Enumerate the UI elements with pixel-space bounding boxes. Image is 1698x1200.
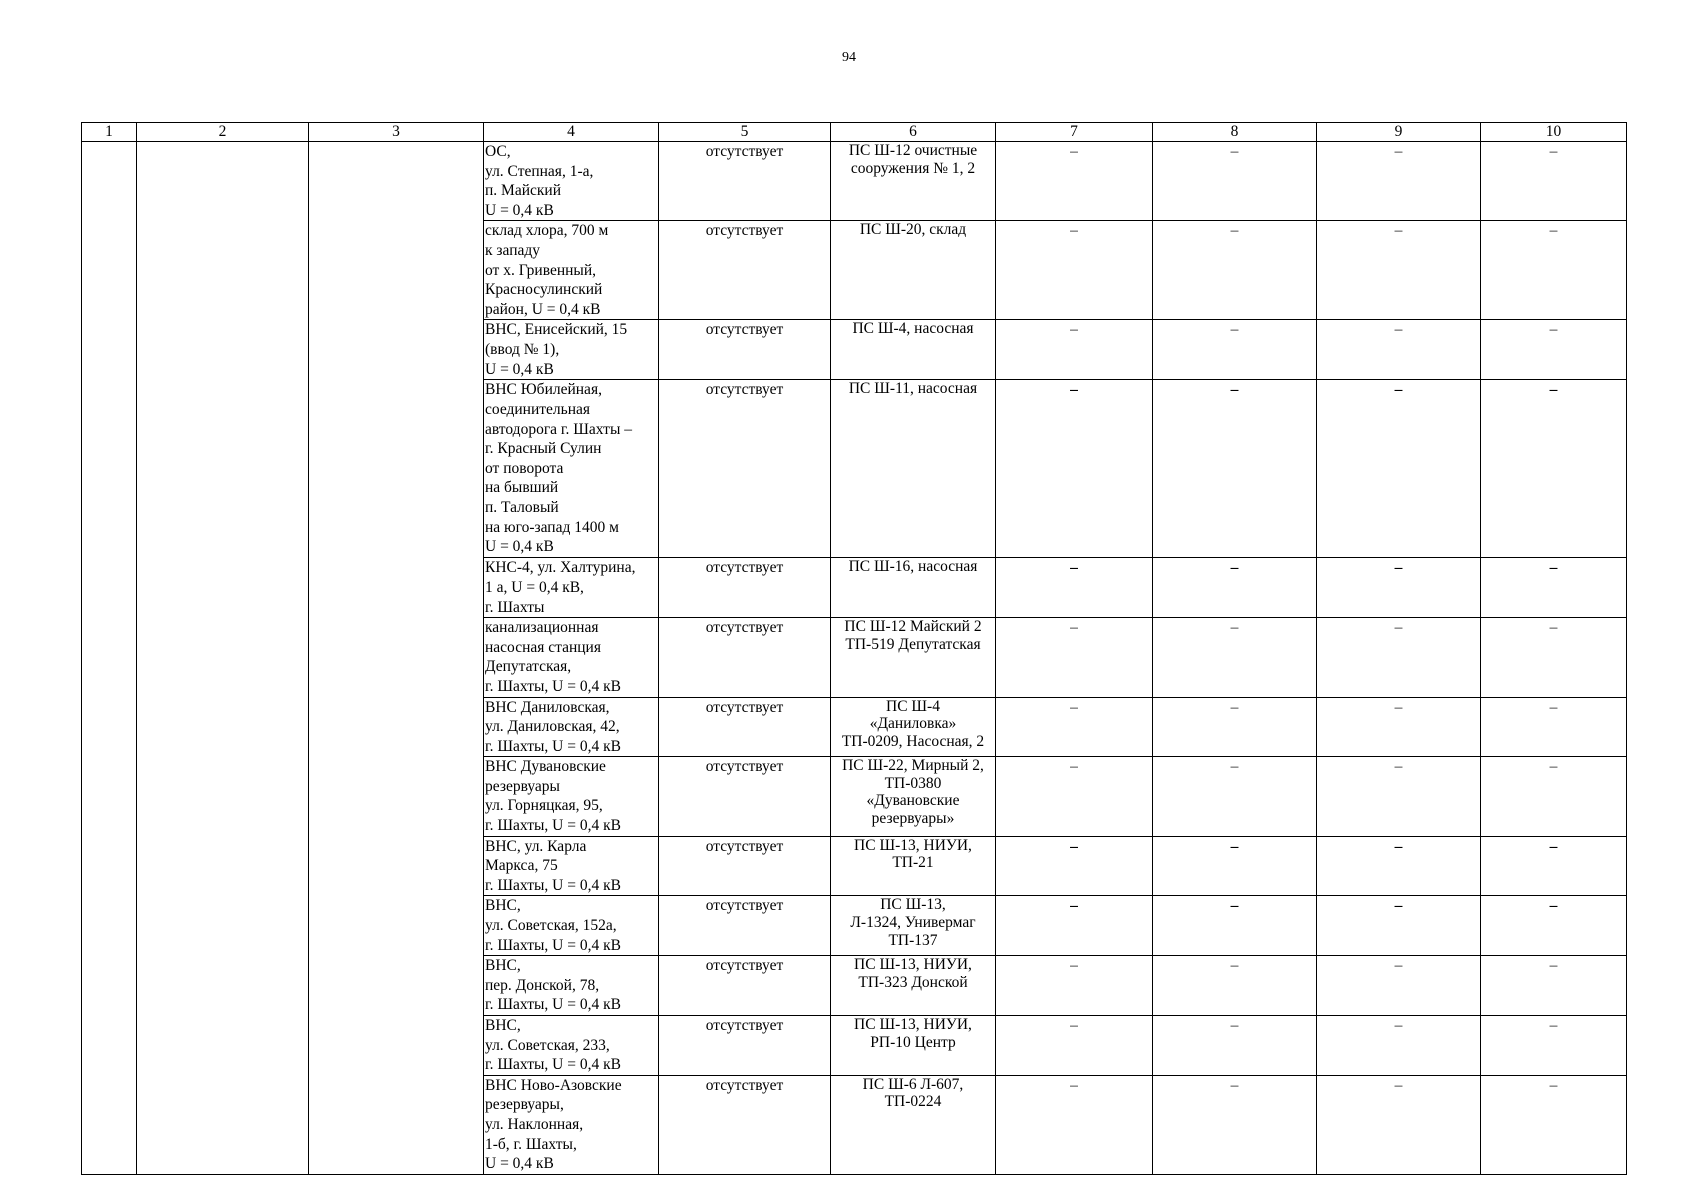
dash-cell-col-7: – — [996, 956, 1153, 1016]
header-cell-5: 5 — [659, 123, 831, 142]
dash-cell-col-8: – — [1153, 618, 1317, 697]
object-cell: ВНС Дувановские резервуары ул. Горняцкая, 95, г. Шахты, U = 0,4 кВ — [484, 757, 659, 836]
dash-cell-col-7: – — [996, 896, 1153, 956]
dash-cell-col-7: – — [996, 697, 1153, 757]
status-cell: отсутствует — [659, 757, 831, 836]
header-cell-7: 7 — [996, 123, 1153, 142]
status-cell: отсутствует — [659, 896, 831, 956]
dash-cell-col-10: – — [1481, 558, 1627, 618]
status-cell: отсутствует — [659, 1016, 831, 1076]
dash-cell-col-9: – — [1317, 956, 1481, 1016]
object-cell: ВНС, ул. Советская, 152а, г. Шахты, U = 0,4 кВ — [484, 896, 659, 956]
dash-cell-col-9: – — [1317, 1016, 1481, 1076]
dash-cell-col-10: – — [1481, 896, 1627, 956]
empty-cell-col-1 — [82, 142, 137, 1175]
dash-cell-col-9: – — [1317, 618, 1481, 697]
substation-cell: ПС Ш-20, склад — [831, 221, 996, 320]
status-cell: отсутствует — [659, 836, 831, 896]
dash-cell-col-8: – — [1153, 380, 1317, 558]
dash-cell-col-8: – — [1153, 697, 1317, 757]
object-cell: ВНС, пер. Донской, 78, г. Шахты, U = 0,4 кВ — [484, 956, 659, 1016]
object-cell: ОС, ул. Степная, 1-а, п. Майский U = 0,4 кВ — [484, 142, 659, 221]
status-cell: отсутствует — [659, 618, 831, 697]
status-cell: отсутствует — [659, 697, 831, 757]
substation-cell: ПС Ш-13, Л-1324, Универмаг ТП-137 — [831, 896, 996, 956]
header-cell-4: 4 — [484, 123, 659, 142]
empty-cell-col-2 — [137, 142, 309, 1175]
dash-cell-col-7: – — [996, 1016, 1153, 1076]
substation-cell: ПС Ш-4, насосная — [831, 320, 996, 380]
dash-cell-col-9: – — [1317, 558, 1481, 618]
status-cell: отсутствует — [659, 558, 831, 618]
data-table — [81, 122, 1627, 1175]
dash-cell-col-10: – — [1481, 1075, 1627, 1174]
dash-cell-col-9: – — [1317, 380, 1481, 558]
dash-cell-col-10: – — [1481, 1016, 1627, 1076]
status-cell: отсутствует — [659, 320, 831, 380]
substation-cell: ПС Ш-4 «Даниловка» ТП-0209, Насосная, 2 — [831, 697, 996, 757]
substation-cell: ПС Ш-22, Мирный 2, ТП-0380 «Дувановские резервуары» — [831, 757, 996, 836]
status-cell: отсутствует — [659, 142, 831, 221]
status-cell: отсутствует — [659, 956, 831, 1016]
dash-cell-col-8: – — [1153, 896, 1317, 956]
dash-cell-col-9: – — [1317, 757, 1481, 836]
header-cell-8: 8 — [1153, 123, 1317, 142]
header-cell-2: 2 — [137, 123, 309, 142]
object-cell: ВНС, ул. Советская, 233, г. Шахты, U = 0,4 кВ — [484, 1016, 659, 1076]
dash-cell-col-10: – — [1481, 142, 1627, 221]
dash-cell-col-7: – — [996, 618, 1153, 697]
header-cell-6: 6 — [831, 123, 996, 142]
dash-cell-col-7: – — [996, 757, 1153, 836]
dash-cell-col-10: – — [1481, 956, 1627, 1016]
substation-cell: ПС Ш-11, насосная — [831, 380, 996, 558]
dash-cell-col-8: – — [1153, 558, 1317, 618]
substation-cell: ПС Ш-13, НИУИ, ТП-21 — [831, 836, 996, 896]
dash-cell-col-9: – — [1317, 1075, 1481, 1174]
dash-cell-col-10: – — [1481, 380, 1627, 558]
status-cell: отсутствует — [659, 221, 831, 320]
dash-cell-col-7: – — [996, 836, 1153, 896]
dash-cell-col-7: – — [996, 142, 1153, 221]
dash-cell-col-9: – — [1317, 320, 1481, 380]
header-cell-9: 9 — [1317, 123, 1481, 142]
object-cell: ВНС Даниловская, ул. Даниловская, 42, г. Шахты, U = 0,4 кВ — [484, 697, 659, 757]
dash-cell-col-8: – — [1153, 1075, 1317, 1174]
object-cell: ВНС Ново-Азовские резервуары, ул. Наклонная, 1-б, г. Шахты, U = 0,4 кВ — [484, 1075, 659, 1174]
dash-cell-col-8: – — [1153, 142, 1317, 221]
dash-cell-col-8: – — [1153, 836, 1317, 896]
header-cell-10: 10 — [1481, 123, 1627, 142]
dash-cell-col-10: – — [1481, 836, 1627, 896]
header-cell-1: 1 — [82, 123, 137, 142]
dash-cell-col-10: – — [1481, 221, 1627, 320]
dash-cell-col-8: – — [1153, 1016, 1317, 1076]
dash-cell-col-8: – — [1153, 320, 1317, 380]
header-row — [82, 123, 1627, 142]
dash-cell-col-8: – — [1153, 956, 1317, 1016]
substation-cell: ПС Ш-13, НИУИ, РП-10 Центр — [831, 1016, 996, 1076]
dash-cell-col-7: – — [996, 380, 1153, 558]
substation-cell: ПС Ш-13, НИУИ, ТП-323 Донской — [831, 956, 996, 1016]
dash-cell-col-7: – — [996, 1075, 1153, 1174]
status-cell: отсутствует — [659, 380, 831, 558]
status-cell: отсутствует — [659, 1075, 831, 1174]
table-body — [82, 142, 1627, 1175]
header-cell-3: 3 — [309, 123, 484, 142]
dash-cell-col-10: – — [1481, 618, 1627, 697]
substation-cell: ПС Ш-12 очистные сооружения № 1, 2 — [831, 142, 996, 221]
dash-cell-col-9: – — [1317, 836, 1481, 896]
substation-cell: ПС Ш-6 Л-607, ТП-0224 — [831, 1075, 996, 1174]
object-cell: склад хлора, 700 м к западу от х. Гривенный, Красносулинский район, U = 0,4 кВ — [484, 221, 659, 320]
page-number: 94 — [842, 50, 856, 65]
substation-cell: ПС Ш-16, насосная — [831, 558, 996, 618]
dash-cell-col-10: – — [1481, 697, 1627, 757]
object-cell: ВНС, Енисейский, 15 (ввод № 1), U = 0,4 кВ — [484, 320, 659, 380]
object-cell: КНС-4, ул. Халтурина, 1 а, U = 0,4 кВ, г. Шахты — [484, 558, 659, 618]
object-cell: ВНС, ул. Карла Маркса, 75 г. Шахты, U = 0,4 кВ — [484, 836, 659, 896]
substation-cell: ПС Ш-12 Майский 2 ТП-519 Депутатская — [831, 618, 996, 697]
object-cell: канализационная насосная станция Депутатская, г. Шахты, U = 0,4 кВ — [484, 618, 659, 697]
dash-cell-col-9: – — [1317, 221, 1481, 320]
dash-cell-col-9: – — [1317, 142, 1481, 221]
dash-cell-col-7: – — [996, 221, 1153, 320]
dash-cell-col-7: – — [996, 558, 1153, 618]
empty-cell-col-3 — [309, 142, 484, 1175]
dash-cell-col-8: – — [1153, 757, 1317, 836]
dash-cell-col-10: – — [1481, 320, 1627, 380]
dash-cell-col-9: – — [1317, 697, 1481, 757]
dash-cell-col-10: – — [1481, 757, 1627, 836]
dash-cell-col-9: – — [1317, 896, 1481, 956]
object-cell: ВНС Юбилейная, соединительная автодорога г. Шахты – г. Красный Сулин от поворота на бывший п. Таловый на юго-запад 1400 м U = 0,4 кВ — [484, 380, 659, 558]
dash-cell-col-8: – — [1153, 221, 1317, 320]
table-row — [82, 142, 1627, 221]
dash-cell-col-7: – — [996, 320, 1153, 380]
